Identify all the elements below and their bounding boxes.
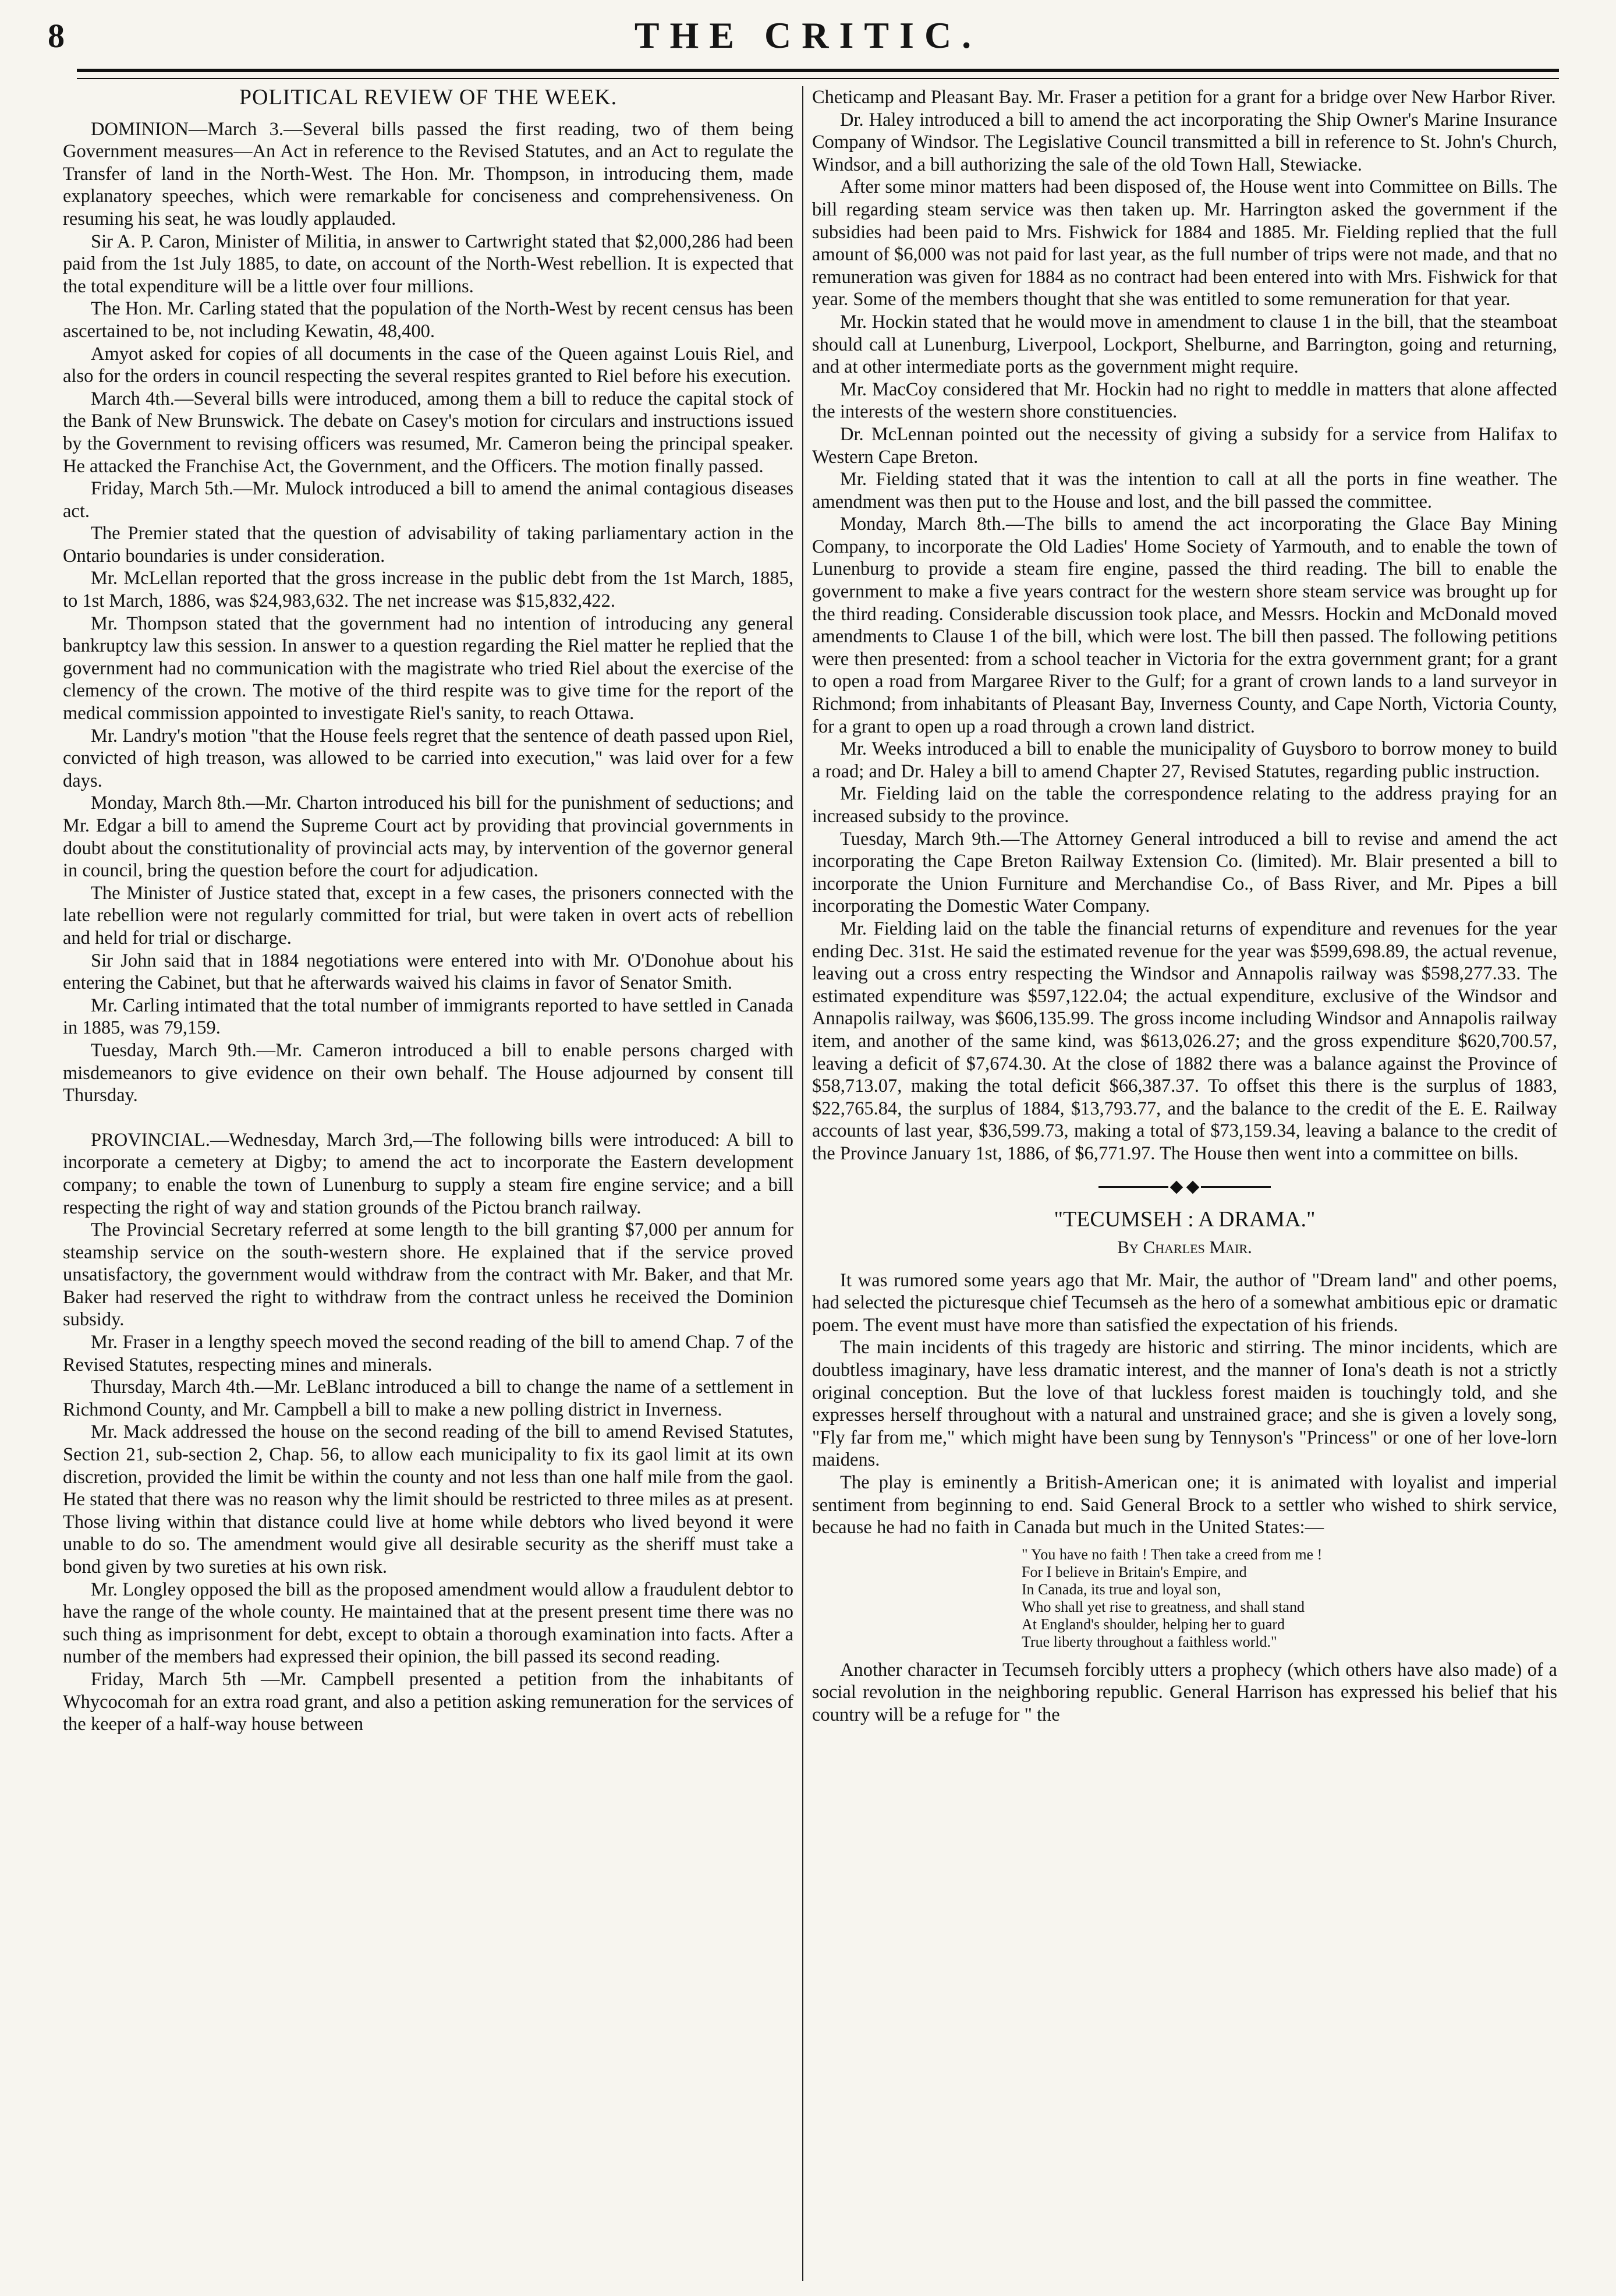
- paragraph: Mr. Mack addressed the house on the second reading of the bill to amend Revised Statutes, Section 21, sub-section 2, Chap. 56, to allow each municipality to fix its gaol limit at its own discretion, provided the limit be within the county and not less than one half mile from the gaol. He stated that there was no reason why the limit should be restricted to three miles as at present. Those living within that distance could live at home while debtors who lived beyond it were unable to do so. The amendment would give all desirable security as the sheriff must take a bond given by two sureties at his own risk.: [63, 1421, 793, 1577]
- paragraph: Amyot asked for copies of all documents in the case of the Queen against Louis Riel, and also for the orders in council respecting the several respites granted to Riel before his execution.: [63, 343, 793, 387]
- column-divider: [802, 86, 803, 2281]
- header-rule-thin: [77, 78, 1559, 79]
- paragraph: After some minor matters had been disposed of, the House went into Committee on Bills. The bill regarding steam service was then taken up. Mr. Harrington asked the government if the subsidies had been paid to Mrs. Fishwick for 1884 and 1885. Mr. Fielding replied that the full amount of $6,000 was not paid for last year, as the full number of trips were not made, and that no remuneration was given for 1884 as no contract had been entered into with Mrs. Fishwick for that year. Some of the members thought that she was entitled to some remuneration for that year.: [812, 176, 1557, 310]
- paragraph: Dr. McLennan pointed out the necessity of giving a subsidy for a service from Halifax to Western Cape Breton.: [812, 423, 1557, 468]
- paragraph: Mr. Landry's motion "that the House feels regret that the sentence of death passed upon Riel, convicted of high treason, was allowed to be carried into execution," was laid over for a few days.: [63, 725, 793, 791]
- paragraph: Tuesday, March 9th.—Mr. Cameron introduced a bill to enable persons charged with misdemeanors to give evidence on their own behalf. The House adjourned by consent till Thursday.: [63, 1039, 793, 1106]
- paragraph: Friday, March 5th.—Mr. Mulock introduced a bill to amend the animal contagious diseases act.: [63, 478, 793, 522]
- paragraph: Sir A. P. Caron, Minister of Militia, in answer to Cartwright stated that $2,000,286 had been paid from the 1st July 1885, to date, on account of the North-West rebellion. It is expected that the total expenditure will be a little over four millions.: [63, 231, 793, 297]
- ornament-line-left: [1098, 1186, 1168, 1188]
- paragraph: The Hon. Mr. Carling stated that the population of the North-West by recent census has been ascertained to be, not including Kewatin, 48,400.: [63, 298, 793, 342]
- ornament-diamond: [1170, 1180, 1183, 1194]
- ornament-diamond: [1186, 1180, 1200, 1194]
- verse-quotation: [1022, 1546, 1557, 1651]
- paragraph: Mr. Longley opposed the bill as the proposed amendment would allow a fraudulent debtor to have the range of the whole county. He maintained that at the present present time there was no such thing as imprisonment for debt, except to obtain a thorough examination into facts. After a number of the members had expressed their opinion, the bill passed its second reading.: [63, 1579, 793, 1668]
- paragraph: PROVINCIAL.—Wednesday, March 3rd,—The following bills were introduced: A bill to incorporate a cemetery at Digby; to amend the act to incorporate the Eastern development company; to enable the town of Lunenburg to supply a steam fire engine service; and a bill respecting the right of way and station grounds of the Pictou branch railway.: [63, 1129, 793, 1218]
- paragraph: Dr. Haley introduced a bill to amend the act incorporating the Ship Owner's Marine Insurance Company of Windsor. The Legislative Council transmitted a bill in reference to St. John's Church, Windsor, and a bill authorizing the sale of the old Town Hall, Stewiacke.: [812, 109, 1557, 175]
- verse-line: For I believe in Britain's Empire, and: [1022, 1563, 1247, 1580]
- paragraph: Mr. Fielding laid on the table the financial returns of expenditure and revenues for the year ending Dec. 31st. He said the estimated revenue for the year was $599,698.89, the actual revenue, leaving out a cross entry respecting the Windsor and Annapolis railway was $598,277.33. The estimated expenditure was $597,122.04; the actual expenditure, exclusive of the Windsor and Annapolis railway, was $606,135.99. The gross income including Windsor and Annapolis railway item, and another of the same kind, was $613,026.27; and the gross expenditure $620,700.57, leaving a deficit of $7,674.30. At the close of 1882 there was a balance against the Province of $58,713.07, making the total deficit $66,387.37. To offset this there is the surplus of 1883, $22,765.84, the surplus of 1884, $13,793.77, and the balance to the credit of the E. E. Railway accounts of last year, $36,599.73, making a total of $73,159.34, leaving a balance to the credit of the Province January 1st, 1886, of $6,771.97. The House then went into a committee on bills.: [812, 918, 1557, 1164]
- paragraph: The play is eminently a British-American one; it is animated with loyalist and imperial sentiment from beginning to end. Said General Brock to a settler who wished to shirk service, because he had no faith in Canada but much in the United States:—: [812, 1472, 1557, 1538]
- ornament-line-right: [1201, 1186, 1271, 1188]
- paragraph: Mr. Hockin stated that he would move in amendment to clause 1 in the bill, that the steamboat should call at Lunenburg, Liverpool, Lockport, Shelburne, and Barrington, going and returning, and at other intermediate ports as the government might require.: [812, 311, 1557, 378]
- paragraph: It was rumored some years ago that Mr. Mair, the author of "Dream land" and other poems, had selected the picturesque chief Tecumseh as the hero of a somewhat ambitious epic or dramatic poem. The event must have more than satisfied the expectation of his friends.: [812, 1269, 1557, 1336]
- verse-line: True liberty throughout a faithless world.": [1022, 1633, 1277, 1650]
- verse-line: Who shall yet rise to greatness, and shall stand: [1022, 1598, 1305, 1615]
- verse-line: In Canada, its true and loyal son,: [1022, 1580, 1221, 1598]
- paragraph: DOMINION—March 3.—Several bills passed the first reading, two of them being Government measures—An Act in reference to the Revised Statutes, and an Act to regulate the Transfer of land in the North-West. The Hon. Mr. Thompson, in introducing them, made explanatory speeches, which were remarkable for conciseness and comprehensiveness. On resuming his seat, he was loudly applauded.: [63, 118, 793, 229]
- paragraph: The Minister of Justice stated that, except in a few cases, the prisoners connected with the late rebellion were not regularly committed for trial, but were taken in overt acts of rebellion and held for trial or discharge.: [63, 882, 793, 949]
- page-number: 8: [48, 17, 65, 55]
- article-byline: By Charles Mair.: [1117, 1237, 1252, 1258]
- right-column: [812, 86, 1557, 2280]
- political-review-heading: POLITICAL REVIEW OF THE WEEK.: [239, 86, 618, 109]
- paragraph: Mr. Fielding stated that it was the intention to call at all the ports in fine weather. The amendment was then put to the House and lost, and the bill passed the committee.: [812, 469, 1557, 512]
- left-column: [63, 86, 793, 2280]
- provincial-section: [63, 1129, 793, 1736]
- paragraph: The Provincial Secretary referred at some length to the bill granting $7,000 per annum for steamship service on the south-western shore. He explained that if the service proved unsatisfactory, the government would withdraw from the contract with Mr. Baker, and that Mr. Baker had reserved the right to withdraw from the contract unless he received the Dominion subsidy.: [63, 1219, 793, 1331]
- verse-line: At England's shoulder, helping her to guard: [1022, 1615, 1285, 1633]
- paragraph: Mr. Fielding laid on the table the correspondence relating to the address praying for an increased subsidy to the province.: [812, 783, 1557, 827]
- paragraph: Mr. Fraser in a lengthy speech moved the second reading of the bill to amend Chap. 7 of the Revised Statutes, respecting mines and minerals.: [63, 1332, 793, 1375]
- paragraph: Monday, March 8th.—The bills to amend the act incorporating the Glace Bay Mining Company, to incorporate the Old Ladies' Home Society of Yarmouth, and to enable the town of Lunenburg to provide a steam fire engine, passed the third reading. The bill to enable the government to make a five years contract for the western shore steam service was brought up for the third reading. Considerable discussion took place, and Messrs. Hockin and McDonald moved amendments to Clause 1 of the bill, which were lost. The bill then passed. The following petitions were then presented: from a school teacher in Victoria for the extra government grant; for a grant to open a road from Margaree River to the Gulf; for a grant of crown lands to a land surveyor in Richmond; from inhabitants of Pleasant Bay, Inverness County, and Cape North, Victoria County, for a grant to open up a road through a crown land district.: [812, 514, 1557, 737]
- paragraph: Sir John said that in 1884 negotiations were entered into with Mr. O'Donohue about his entering the Cabinet, but that he afterwards waived his claims in favor of Senator Smith.: [63, 950, 793, 994]
- section-gap: [63, 1107, 793, 1129]
- header-rule-thick: [77, 69, 1559, 72]
- verse-line: " You have no faith ! Then take a creed from me !: [1022, 1545, 1323, 1563]
- paragraph: March 4th.—Several bills were introduced, among them a bill to reduce the capital stock of the Bank of New Brunswick. The debate on Casey's motion for circulars and instructions issued by the Government to revising officers was resumed, Mr. Cameron being the principal speaker. He attacked the Franchise Act, the Government, and the Officers. The motion finally passed.: [63, 388, 793, 477]
- paragraph: Cheticamp and Pleasant Bay. Mr. Fraser a petition for a grant for a bridge over New Harbor River.: [812, 87, 1556, 108]
- paragraph: Another character in Tecumseh forcibly utters a prophecy (which others have also made) of a social revolution in the neighboring republic. General Harrison has expressed his belief that his country will be a refuge for " the: [812, 1659, 1557, 1725]
- paragraph: Friday, March 5th —Mr. Campbell presented a petition from the inhabitants of Whycocomah for an extra road grant, and also a petition asking remuneration for the services of the keeper of a half-way house between: [63, 1668, 793, 1735]
- section-ornament: [812, 1181, 1557, 1193]
- paragraph: Mr. Thompson stated that the government had no intention of introducing any general bankruptcy law this session. In answer to a question regarding the Riel matter he replied that the government had no communication with the magistrate who tried Riel about the exercise of the clemency of the crown. The motive of the third respite was to give time for the report of the medical commission appointed to investigate Riel's sanity, to reach Ottawa.: [63, 613, 793, 724]
- paragraph: Mr. MacCoy considered that Mr. Hockin had no right to meddle in matters that alone affected the interests of the western shore constituencies.: [812, 378, 1557, 423]
- article-title: "TECUMSEH : A DRAMA.": [1054, 1207, 1316, 1232]
- paragraph: The Premier stated that the question of advisability of taking parliamentary action in the Ontario boundaries is under consideration.: [63, 523, 793, 567]
- paragraph: Mr. Carling intimated that the total number of immigrants reported to have settled in Canada in 1885, was 79,159.: [63, 995, 793, 1039]
- paragraph: Mr. McLellan reported that the gross increase in the public debt from the 1st March, 1885, to 1st March, 1886, was $24,983,632. The net increase was $15,832,422.: [63, 568, 793, 612]
- paragraph: The main incidents of this tragedy are historic and stirring. The minor incidents, which are doubtless imaginary, have less dramatic interest, and the manner of Iona's death is not a strictly original conception. But the love of that luckless forest maiden is touchingly told, and she expresses herself throughout with a natural and unstrained grace; and she is given a lovely song, "Fly far from me," which might have been sung by Tennyson's "Princess" or one of her love-lorn maidens.: [812, 1337, 1557, 1471]
- paragraph: Mr. Weeks introduced a bill to enable the municipality of Guysboro to borrow money to build a road; and Dr. Haley a bill to amend Chapter 27, Revised Statutes, regarding public instruction.: [812, 738, 1557, 782]
- paragraph: Tuesday, March 9th.—The Attorney General introduced a bill to revise and amend the act incorporating the Cape Breton Railway Extension Co. (limited). Mr. Blair presented a bill to incorporate the Union Furniture and Merchandise Co., of Bass River, and Mr. Pipes a bill incorporating the Domestic Water Company.: [812, 828, 1557, 917]
- masthead: THE CRITIC.: [634, 15, 982, 56]
- paragraph: Thursday, March 4th.—Mr. LeBlanc introduced a bill to change the name of a settlement in Richmond County, and Mr. Campbell a bill to make a new polling district in Inverness.: [63, 1377, 793, 1420]
- paragraph: Monday, March 8th.—Mr. Charton introduced his bill for the punishment of seductions; and Mr. Edgar a bill to amend the Supreme Court act by providing that provincial governments in doubt about the constitutionality of provincial acts may, by intervention of the governor general in council, bring the question before the court for adjudication.: [63, 793, 793, 882]
- dominion-section: [63, 118, 793, 1107]
